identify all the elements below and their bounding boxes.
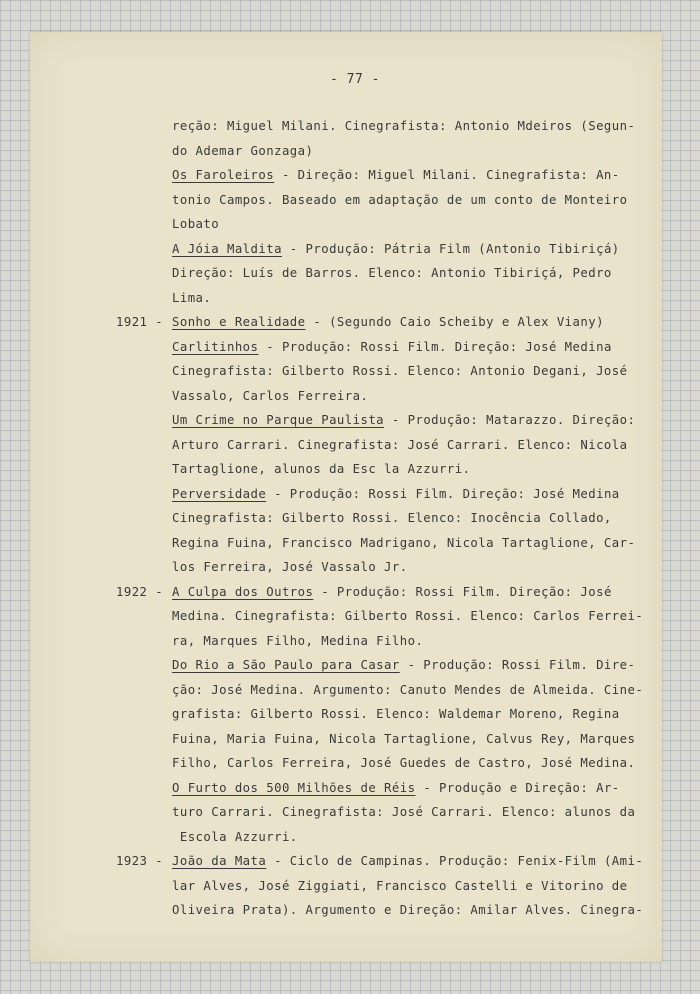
text-line [30,408,662,433]
text-line [30,898,662,923]
year-label: 1923 - [116,854,164,868]
entry-text: ção: José Medina. Argumento: Canuto Mendes de Almeida. Cine- [172,682,644,697]
text-line [30,874,662,899]
text-line [30,237,662,262]
entry-text: lar Alves, José Ziggiati, Francisco Castelli e Vitorino de [172,878,628,893]
text-line [30,604,662,629]
text-line [30,629,662,654]
entry-text: Fuina, Maria Fuina, Nicola Tartaglione, Calvus Rey, Marques [172,731,636,746]
text-line [30,286,662,311]
text-line [30,776,662,801]
text-line [30,310,662,335]
film-title: Do Rio a São Paulo para Casar [172,658,400,672]
page-number: - 77 - [330,72,380,87]
text-line [30,849,662,874]
film-title: O Furto dos 500 Milhões de Réis [172,780,416,795]
text-line [30,457,662,482]
entry-text: do Ademar Gonzaga) [172,143,314,158]
film-title: Sonho e Realidade [172,315,306,329]
text-line [30,139,662,164]
entry-text: - Produção: Matarazzo. Direção: [384,413,636,427]
text-line [30,751,662,776]
film-title: Um Crime no Parque Paulista [172,413,385,427]
text-line [30,114,662,139]
entry-text: Tartaglione, alunos da Esc la Azzurri. [172,462,471,476]
entry-text: Regina Fuina, Francisco Madrigano, Nicola Tartaglione, Car- [172,535,636,550]
entry-text: Arturo Carrari. Cinegrafista: José Carrari. Elenco: Nicola [172,437,628,452]
text-line [30,580,662,605]
entry-text: Lima. [172,290,212,305]
text-line [30,433,662,458]
text-line [30,678,662,703]
text-line [30,482,662,507]
film-title: Perversidade [172,486,267,501]
text-line [30,163,662,188]
text-line [30,384,662,409]
entry-text: los Ferreira, José Vassalo Jr. [172,560,408,574]
entry-text: - Produção e Direção: Ar- [415,780,620,795]
entry-text: Lobato [172,217,220,231]
entry-text: tonio Campos. Baseado em adaptação de um conto de Monteiro [172,192,628,207]
film-title: Carlitinhos [172,339,259,354]
entry-text: Filho, Carlos Ferreira, José Guedes de Castro, José Medina. [172,756,636,770]
text-line [30,702,662,727]
entry-text: Escola Azzurri. [172,829,298,844]
entry-text: Oliveira Prata). Argumento e Direção: Amilar Alves. Cinegra- [172,903,644,917]
text-line [30,727,662,752]
entry-text: grafista: Gilberto Rossi. Elenco: Waldemar Moreno, Regina [172,707,620,721]
text-line [30,261,662,286]
entry-text: - Produção: Pátria Film (Antonio Tibiriçá) [281,241,620,256]
text-line [30,800,662,825]
text-line [30,188,662,213]
text-line [30,531,662,556]
entry-text: - Produção: Rossi Film. Direção: José Medina [258,339,612,354]
entry-text: - Direção: Miguel Milani. Cinegrafista: An- [274,168,620,182]
text-line [30,335,662,360]
entry-text: - Produção: Rossi Film. Dire- [399,658,636,672]
year-label: 1921 - [116,315,164,329]
film-title: João da Mata [172,854,267,868]
film-title: A Culpa dos Outros [172,584,314,599]
year-label: 1922 - [116,584,164,599]
film-title: A Jóia Maldita [172,241,282,256]
entry-text: turo Carrari. Cinegrafista: José Carrari. Elenco: alunos da [172,805,636,819]
entry-text: - Ciclo de Campinas. Produção: Fenix-Film (Ami- [266,854,644,868]
text-line [30,825,662,850]
entry-text: - Produção: Rossi Film. Direção: José [313,584,612,599]
entry-text: reção: Miguel Milani. Cinegrafista: Antonio Mdeiros (Segun- [172,119,636,133]
text-line [30,653,662,678]
text-line [30,506,662,531]
filmography-text [30,114,662,923]
entry-text: Vassalo, Carlos Ferreira. [172,388,369,403]
text-line [30,212,662,237]
entry-text: Direção: Luís de Barros. Elenco: Antonio Tibiriçá, Pedro [172,266,612,280]
text-line [30,555,662,580]
entry-text: Cinegrafista: Gilberto Rossi. Elenco: Inocência Collado, [172,511,612,525]
entry-text: ra, Marques Filho, Medina Filho. [172,633,424,648]
typed-page [30,32,662,962]
film-title: Os Faroleiros [172,168,275,182]
entry-text: - (Segundo Caio Scheiby e Alex Viany) [305,315,604,329]
entry-text: Cinegrafista: Gilberto Rossi. Elenco: Antonio Degani, José [172,364,628,378]
text-line [30,359,662,384]
entry-text: Medina. Cinegrafista: Gilberto Rossi. Elenco: Carlos Ferrei- [172,609,644,623]
entry-text: - Produção: Rossi Film. Direção: José Medina [266,486,620,501]
